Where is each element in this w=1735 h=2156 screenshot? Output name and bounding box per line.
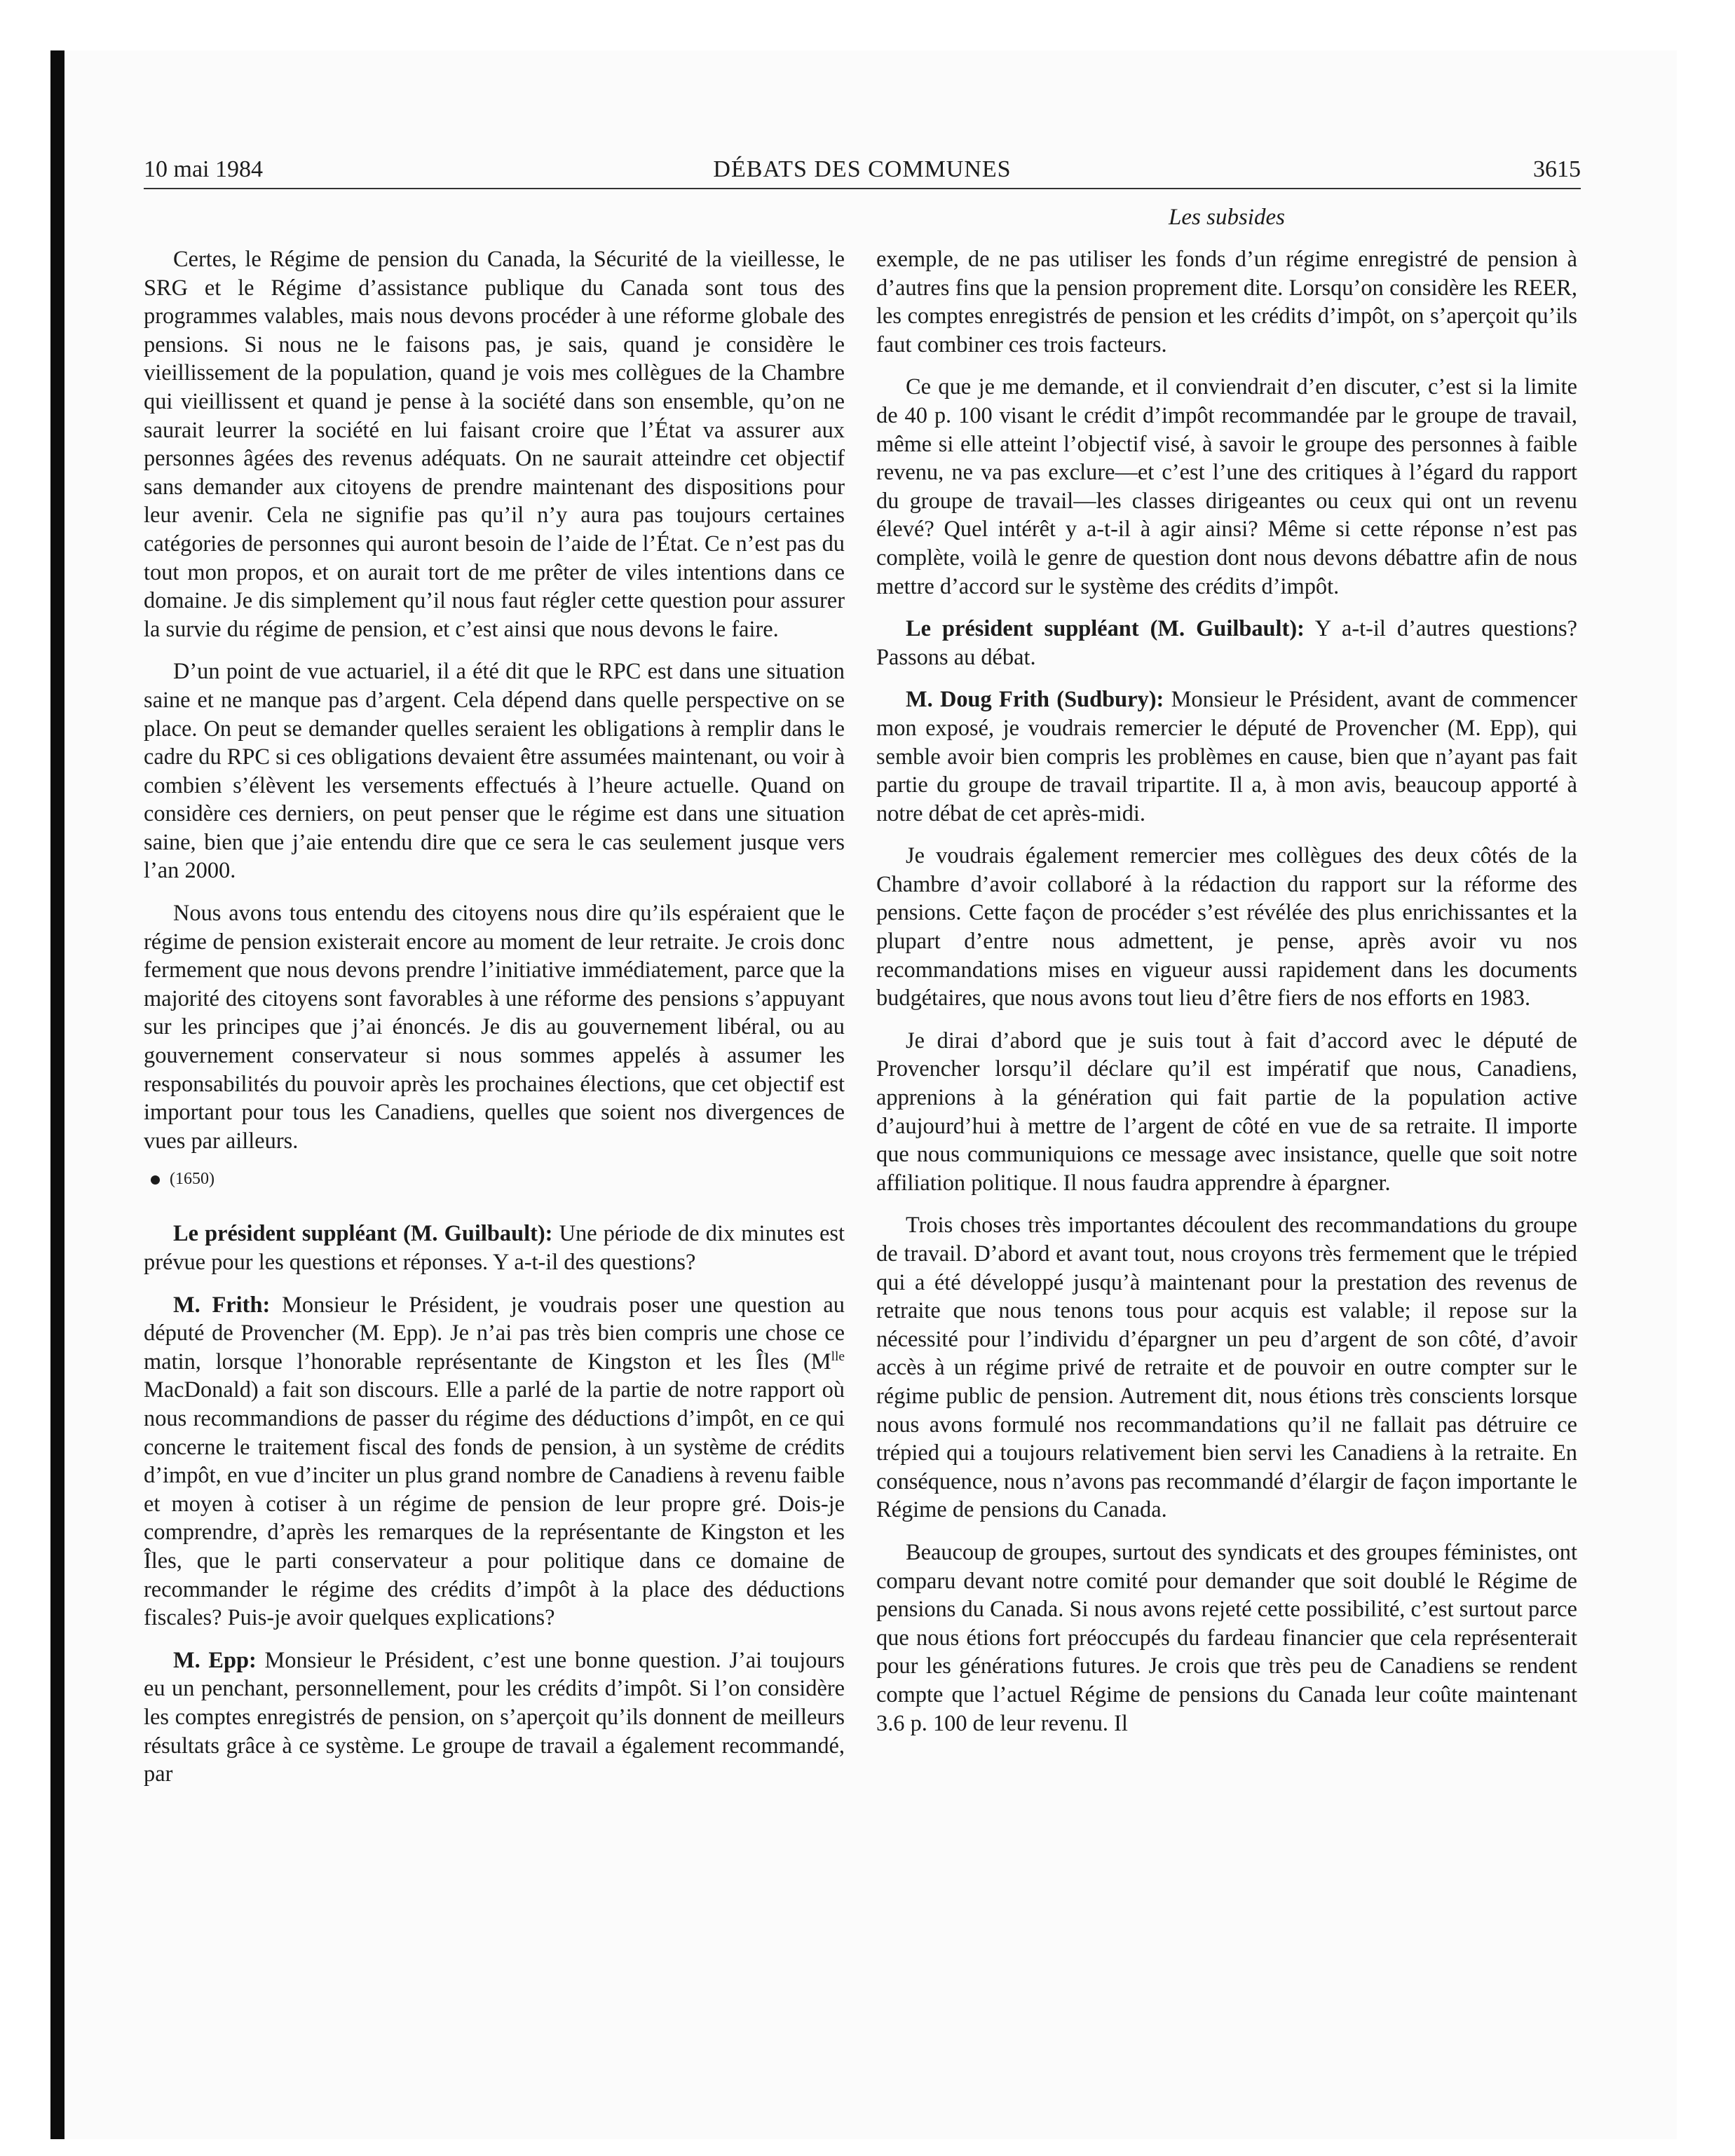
- speaker-name: Le président suppléant (M. Guilbault):: [173, 1221, 553, 1247]
- speech-text: Une période de dix minutes est prévue pour les questions et réponses. Y a-t-il des questions?: [144, 1221, 845, 1275]
- paragraph: [876, 615, 1577, 671]
- speaker-name: M. Doug Frith (Sudbury):: [906, 687, 1164, 713]
- speaker-name: M. Frith:: [173, 1292, 271, 1318]
- speaker-name: Le président suppléant (M. Guilbault):: [906, 616, 1305, 642]
- paragraph: Trois choses très importantes découlent des recommandations du groupe de travail. D’abord et avant tout, nous croyons très fermement que le trépied qui a été développé jusqu’à maintenant pour la prestation des revenus de retraite que nous tenons tous pour acquis est valable; il repose sur la nécessité pour l’individu d’épargner un peu d’argent de son côté, d’avoir accès à un régime privé de retraite et de pouvoir en outre compter sur le régime public de pension. Autrement dit, nous étions très conscients lorsque nous avons formulé nos recommandations qu’il ne fallait pas détruire ce trépied qui a toujours relativement bien servi les Canadiens à la retraite. En conséquence, nous n’avons pas recommandé d’élargir de façon importante le Régime de pensions du Canada.: [876, 1213, 1577, 1523]
- paragraph: Ce que je me demande, et il conviendrait d’en discuter, c’est si la limite de 40 p. 100 visant le crédit d’impôt recommandée par le groupe de travail, même si elle atteint l’objectif visé, à savoir le groupe des personnes à faible revenu, ne va pas exclure—et c’est l’une des critiques à l’égard du rapport du groupe de travail—les classes dirigeantes ou ceux qui ont un revenu élevé? Quel intérêt y a-t-il à agir ainsi? Même si cette réponse n’est pas complète, voilà le genre de question dont nous devons débattre afin de nous mettre d’accord sur le système des crédits d’impôt.: [876, 374, 1577, 599]
- header-page-number: 3615: [1533, 156, 1581, 182]
- bullet-icon: [151, 1175, 160, 1185]
- paragraph: Nous avons tous entendu des citoyens nous dire qu’ils espéraient que le régime de pension existerait encore au moment de leur retraite. Je crois donc fermement que nous devons prendre l’initiative immédiatement, parce que la majorité des citoyens sont favorables à une réforme des pensions s’appuyant sur les principes que j’ai énoncés. Je dis au gouvernement libéral, ou au gouvernement conservateur si nous sommes appelés à assumer les responsabilités du pouvoir après les prochaines élections, que cet objectif est important pour tous les Canadiens, quelles que soient nos divergences de vues par ailleurs.: [144, 901, 845, 1154]
- header-title: DÉBATS DES COMMUNES: [713, 156, 1012, 182]
- speech-text: Y a-t-il d’autres questions? Passons au débat.: [876, 616, 1577, 670]
- timestamp-text: (1650): [170, 1170, 215, 1189]
- section-subheader: Les subsides: [1169, 205, 1285, 230]
- right-column: [876, 245, 1577, 1752]
- speech-text: MacDonald) a fait son discours. Elle a parlé de la partie de notre rapport où nous recommandions de passer du régime des déductions d’impôt, en ce qui concerne le traitement fiscal des fonds de pension, à un système de crédits d’impôt, en vue d’inciter un plus grand nombre de Canadiens à revenu faible et moyen à cotiser à un régime de pension de leur propre gré. Dois-je comprendre, d’après les remarques de la représentante de Kingston et les Îles, que le parti conservateur a pour politique dans ce domaine de recommander le régime des crédits d’impôt à la place des déductions fiscales? Puis-je avoir quelques explications?: [144, 1377, 845, 1631]
- superscript: lle: [831, 1349, 845, 1364]
- speech-text: Monsieur le Président, avant de commencer mon exposé, je voudrais remercier le député de Provencher (M. Epp), qui semble avoir bien compris les problèmes en cause, bien que n’ayant pas fait partie du groupe de travail tripartite. Il a, à mon avis, beaucoup apporté à notre débat de cet après-midi.: [876, 687, 1577, 826]
- page-header: [144, 156, 1581, 189]
- speech-text: Monsieur le Président, je voudrais poser une question au député de Provencher (M. Epp). Je n’ai pas très bien compris une chose ce matin, lorsque l’honorable représentante de Kingston et les Îles (M: [144, 1292, 845, 1374]
- paragraph: [144, 1646, 845, 1789]
- speech-text: Monsieur le Président, c’est une bonne question. J’ai toujours eu un penchant, personnellement, pour les crédits d’impôt. Si l’on considère les comptes enregistrés de pension, on s’aperçoit qu’ils donnent de meilleurs résultats grâce à ce système. Le groupe de travail a également recommandé, par: [144, 1647, 845, 1787]
- paragraph: D’un point de vue actuariel, il a été dit que le RPC est dans une situation saine et ne manque pas d’argent. Cela dépend dans quelle perspective on se place. On peut se demander quelles seraient les obligations à remplir dans le cadre du RPC si ces obligations devaient être assumées maintenant, ou voir à combien s’élèvent les versements effectués à l’heure actuelle. Quand on considère ces derniers, on peut penser que le régime est dans une situation saine, bien que j’aie entendu dire que ce sera le cas seulement jusque vers l’an 2000.: [144, 659, 845, 884]
- paragraph: Je dirai d’abord que je suis tout à fait d’accord avec le député de Provencher lorsqu’il déclare qu’il est impératif que nous, Canadiens, apprenions à la génération qui fait partie de la population active d’aujourd’hui à mettre de l’argent de côté en vue de sa retraite. Il importe que nous communiquions ce message avec insistance, quelle que soit notre affiliation politique. Il nous faudra apprendre à épargner.: [876, 1028, 1577, 1196]
- paragraph: Je voudrais également remercier mes collègues des deux côtés de la Chambre d’avoir collaboré à la rédaction du rapport sur la réforme des pensions. Cette façon de procéder s’est révélée des plus enrichissantes et la plupart d’entre nous admettent, je pense, après avoir vu nos recommandations mises en vigueur aussi rapidement dans les documents budgétaires, que nous avons tout lieu d’être fiers de nos efforts en 1983.: [876, 843, 1577, 1011]
- speaker-name: M. Epp:: [173, 1647, 257, 1673]
- scan-edge-bar: [50, 50, 64, 2139]
- paragraph: [876, 685, 1577, 828]
- timestamp-marker: [144, 1169, 845, 1189]
- paragraph: Certes, le Régime de pension du Canada, la Sécurité de la vieillesse, le SRG et le Régime d’assistance publique du Canada sont tous des programmes valables, mais nous devons procéder à une réforme globale des pensions. Si nous ne le faisons pas, je sais, quand je considère le vieillissement de la population, quand je vois mes collègues de la Chambre qui vieillissent et quand je pense à la société dans son ensemble, qu’on ne saurait leurrer la société en lui faisant croire que l’État va assurer aux personnes âgées des revenus adéquats. On ne saurait atteindre cet objectif sans demander aux citoyens de prendre maintenant des dispositions pour leur avenir. Cela ne signifie pas qu’il n’y aura pas toujours certaines catégories de personnes qui auront besoin de l’aide de l’État. Ce n’est pas du tout mon propos, et on aurait tort de me prêter de viles intentions dans ce domaine. Je dis simplement qu’il nous faut régler cette question pour assurer la survie du régime de pension, et c’est ainsi que nous devons le faire.: [144, 247, 845, 642]
- left-column: [144, 245, 845, 1803]
- paragraph: [144, 1291, 845, 1632]
- header-date: 10 mai 1984: [144, 156, 263, 182]
- paragraph: [144, 1220, 845, 1276]
- paragraph: Beaucoup de groupes, surtout des syndicats et des groupes féministes, ont comparu devant notre comité pour demander que soit doublé le Régime de pensions du Canada. Si nous avons rejeté cette possibilité, c’est surtout parce que nous étions fort préoccupés du fardeau financier que cela représenterait pour les générations futures. Je crois que très peu de Canadiens se rendent compte que l’actuel Régime de pensions du Canada leur coûte maintenant 3.6 p. 100 de leur revenu. Il: [876, 1539, 1577, 1736]
- paragraph: exemple, de ne pas utiliser les fonds d’un régime enregistré de pension à d’autres fins que la pension proprement dite. Lorsqu’on considère les REER, les comptes enregistrés de pension et les crédits d’impôt, on s’aperçoit qu’ils faut combiner ces trois facteurs.: [876, 247, 1577, 357]
